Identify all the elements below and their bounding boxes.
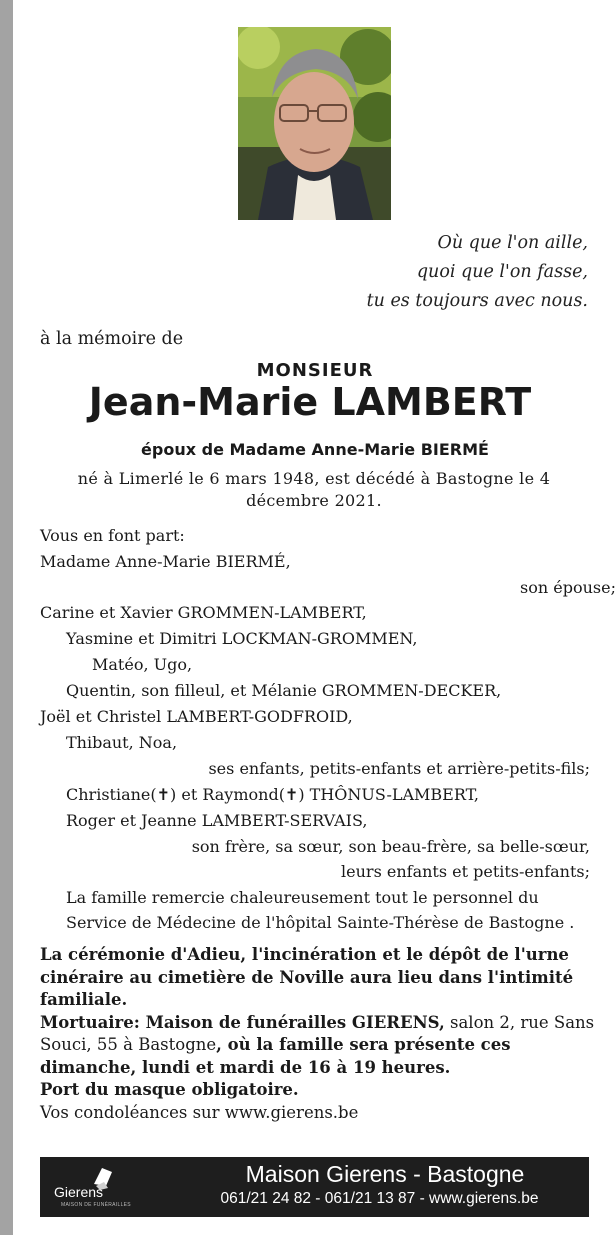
family-line: Thibaut, Noa, [66, 733, 178, 752]
logo-name: Gierens [54, 1184, 104, 1200]
mortuary-label: Mortuaire: Maison de funérailles GIERENS, [40, 1012, 445, 1032]
condolences-link[interactable]: Vos condoléances sur www.gierens.be [40, 1102, 359, 1122]
spouse-line: époux de Madame Anne-Marie BIERMÉ [141, 440, 489, 459]
mortuary-hours: , où la famille sera présente ces dimanche, lundi et mardi de 16 à 19 heures. [40, 1035, 511, 1077]
family-line: Madame Anne-Marie BIERMÉ, [40, 552, 291, 571]
banner-contact: 061/21 24 82 - 061/21 13 87 - www.gierens.be [220, 1190, 539, 1207]
portrait-photo [238, 27, 391, 220]
banner-title: Maison Gierens - Bastogne [245, 1161, 525, 1187]
deceased-name: Jean-Marie LAMBERT [88, 380, 532, 424]
family-line: son frère, sa sœur, son beau-frère, sa belle-sœur, [191, 837, 590, 856]
thanks-line: La famille remercie chaleureusement tout le personnel du [66, 888, 539, 907]
family-line: son épouse; [520, 578, 616, 597]
family-line: leurs enfants et petits-enfants; [341, 862, 590, 881]
quote-line-2: quoi que l'on fasse, [416, 262, 588, 282]
family-line: Joël et Christel LAMBERT-GODFROID, [40, 707, 353, 726]
family-line: Quentin, son filleul, et Mélanie GROMMEN-DECKER, [66, 681, 502, 700]
family-line: ses enfants, petits-enfants et arrière-petits-fils; [208, 759, 590, 778]
mortuary-address: salon 2, rue Sans Souci, 55 à Bastogne [40, 1012, 595, 1054]
quote-line-3: tu es toujours avec nous. [366, 291, 588, 311]
funeral-home-banner [40, 1157, 589, 1217]
thanks-line: Service de Médecine de l'hôpital Sainte-Thérèse de Bastogne . [66, 913, 575, 932]
logo-subtitle: MAISON DE FUNÉRAILLES [61, 1202, 131, 1208]
family-line: Yasmine et Dimitri LOCKMAN-GROMMEN, [66, 629, 418, 648]
memory-label: à la mémoire de [40, 329, 184, 349]
memorial-quote [367, 229, 588, 316]
mask-notice: Port du masque obligatoire. [40, 1080, 299, 1099]
family-intro: Vous en font part: [40, 526, 185, 545]
mortuary-text [40, 1012, 600, 1080]
birth-death-dates: né à Limerlé le 6 mars 1948, est décédé à Bastogne le 4 décembre 2021. [77, 469, 551, 510]
family-line: Carine et Xavier GROMMEN-LAMBERT, [40, 603, 367, 622]
ceremony-block [40, 944, 600, 1124]
ceremony-text: La cérémonie d'Adieu, l'incinération et le dépôt de l'urne cinéraire au cimetière de Noville aura lieu dans l'intimité familiale. [40, 945, 574, 1009]
quote-line-1: Où que l'on aille, [437, 233, 588, 253]
honorific: MONSIEUR [256, 360, 374, 381]
family-line: Roger et Jeanne LAMBERT-SERVAIS, [66, 811, 368, 830]
family-line: Christiane(✝) et Raymond(✝) THÔNUS-LAMBERT, [66, 785, 480, 804]
family-line: Matéo, Ugo, [92, 655, 193, 674]
portrait-image [238, 27, 391, 220]
left-margin-bar [0, 0, 13, 1235]
